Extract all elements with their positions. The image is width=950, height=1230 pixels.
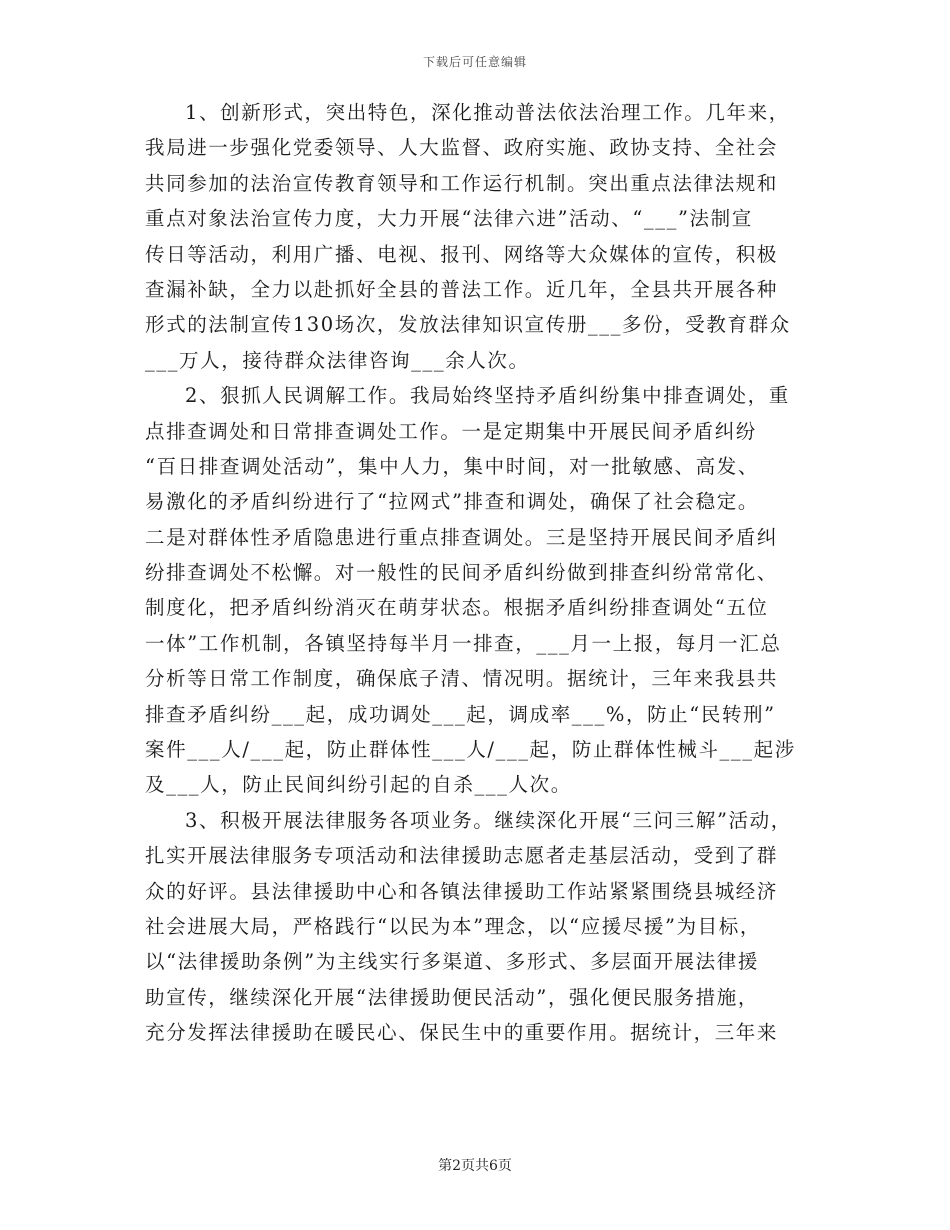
paragraph-1-line: 1、创新形式，突出特色，深化推动普法依法治理工作。几年来， xyxy=(185,101,790,124)
paragraph-3-line: 充分发挥法律援助在暖民心、保民生中的重要作用。据统计，三年来 xyxy=(145,1021,779,1045)
paragraph-2-line: 易激化的矛盾纠纷进行了“拉网式”排查和调处，确保了社会稳定。 xyxy=(145,490,759,514)
paragraph-2-line: 点排查调处和日常排查调处工作。一是定期集中开展民间矛盾纠纷 xyxy=(145,419,757,443)
paragraph-1-line: 传日等活动，利用广播、电视、报刊、网络等大众媒体的宣传，积极 xyxy=(145,242,779,266)
paragraph-3-line: 助宣传，继续深化开展“法律援助便民活动”，强化便民服务措施， xyxy=(145,985,759,1009)
paragraph-2-line: 纷排查调处不松懈。对一般性的民间矛盾纠纷做到排查纠纷常常化、 xyxy=(145,561,779,585)
paragraph-3-line: 社会进展大局，严格践行“以民为本”理念，以“应援尽援”为目标， xyxy=(145,914,761,938)
paragraph-1-line: 我局进一步强化党委领导、人大监督、政府实施、政协支持、全社会 xyxy=(145,136,779,160)
paragraph-2-line: 案件___人/___起，防止群体性___人/___起，防止群体性械斗___起涉 xyxy=(145,738,796,762)
paragraph-2-line: 排查矛盾纠纷___起，成功调处___起，调成率___%，防止“民转刑” xyxy=(145,702,776,726)
paragraph-2-line: “百日排查调处活动”，集中人力，集中时间，对一批敏感、高发、 xyxy=(145,454,759,478)
paragraph-3-line: 以“法律援助条例”为主线实行多渠道、多形式、多层面开展法律援 xyxy=(145,950,759,974)
page-number: 第2页共6页 xyxy=(438,1158,512,1174)
paragraph-1-line: 重点对象法治宣传力度，大力开展“法律六进”活动、“___”法制宣 xyxy=(145,207,753,231)
paragraph-3-line: 扎实开展法律服务专项活动和法律援助志愿者走基层活动，受到了群 xyxy=(145,844,779,868)
paragraph-1-line: 形式的法制宣传130场次，发放法律知识宣传册___多份，受教育群众 xyxy=(145,313,791,337)
paragraph-3-line: 3、积极开展法律服务各项业务。继续深化开展“三问三解”活动， xyxy=(185,808,792,832)
paragraph-2-line: 制度化，把矛盾纠纷消灭在萌芽状态。根据矛盾纠纷排查调处“五位 xyxy=(145,596,769,620)
paragraph-1-line: ___万人，接待群众法律咨询___余人次。 xyxy=(145,348,530,372)
paragraph-2-line: 一体”工作机制，各镇坚持每半月一排查，___月一上报，每月一汇总 xyxy=(145,631,782,655)
paragraph-2-line: 二是对群体性矛盾隐患进行重点排查调处。三是坚持开展民间矛盾纠 xyxy=(145,525,779,549)
document-body xyxy=(145,95,835,1051)
paragraph-1-line: 共同参加的法治宣传教育领导和工作运行机制。突出重点法律法规和 xyxy=(145,171,779,195)
paragraph-2-line: 及___人，防止民间纠纷引起的自杀___人次。 xyxy=(145,773,572,797)
paragraph-1-line: 查漏补缺，全力以赴抓好全县的普法工作。近几年，全县共开展各种 xyxy=(145,277,779,301)
paragraph-3-line: 众的好评。县法律援助中心和各镇法律援助工作站紧紧围绕县城经济 xyxy=(145,879,779,903)
page-header-note: 下载后可任意编辑 xyxy=(422,55,527,69)
paragraph-2-line: 2、狠抓人民调解工作。我局始终坚持矛盾纠纷集中排查调处，重 xyxy=(185,384,790,408)
paragraph-2-line: 分析等日常工作制度，确保底子清、情况明。据统计，三年来我县共 xyxy=(145,667,779,691)
